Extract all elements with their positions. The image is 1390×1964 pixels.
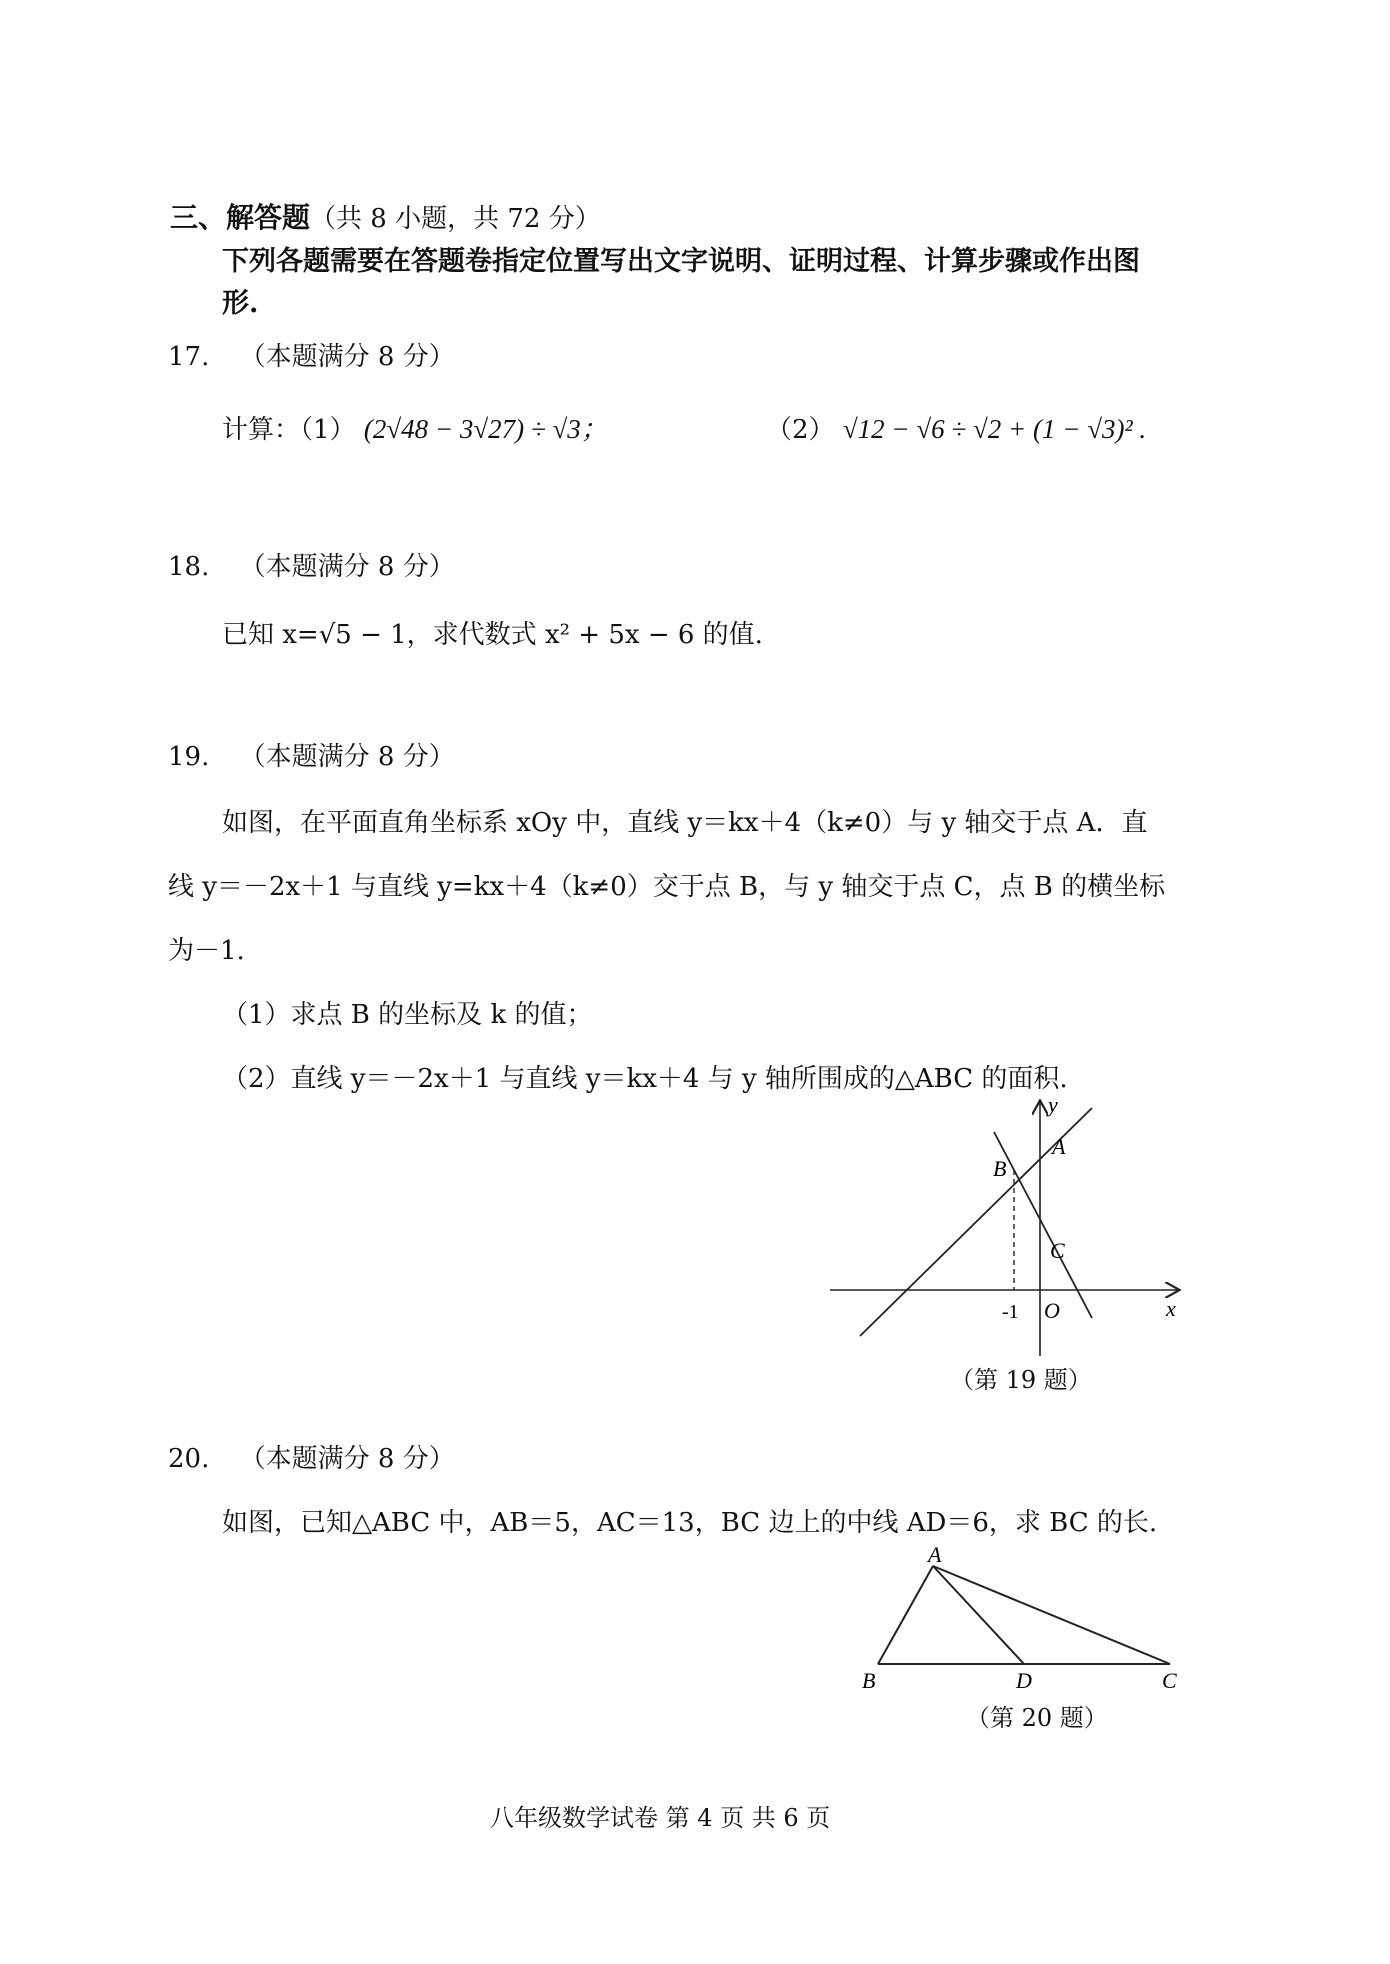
section-instruction-line1: 下列各题需要在答题卷指定位置写出文字说明、证明过程、计算步骤或作出图 [222,246,1140,277]
segment-AB [878,1566,933,1664]
q19-line3: 为－1. [168,936,245,966]
label-y: y [1048,1096,1058,1117]
label-O: O [1044,1298,1060,1323]
section-instruction-line2: 形. [222,288,259,319]
q17-prompt: 计算： [222,415,301,445]
label-C: C [1162,1668,1177,1693]
label-A: A [1052,1134,1066,1159]
q19-points: （本题满分 8 分） [239,742,455,772]
q17-part2-expr: √12 − √6 ÷ √2 + (1 − √3)² . [842,414,1147,444]
q18-text: 已知 x=√5 − 1，求代数式 x² + 5x − 6 的值. [222,620,763,650]
q17-part2 [766,416,1146,443]
q20-caption: （第 20 题） [966,1704,1108,1732]
q19-line2: 线 y＝－2x＋1 与直线 y=kx＋4（k≠0）交于点 B，与 y 轴交于点 C，点 B 的横坐标 [168,872,1166,902]
q20-points: （本题满分 8 分） [239,1444,455,1474]
q19-sub2: （2）直线 y＝－2x＋1 与直线 y＝kx＋4 与 y 轴所围成的△ABC 的面积. [222,1064,1068,1094]
q17-part1-expr: (2√48 − 3√27) ÷ √3； [363,414,608,444]
q18-points: （本题满分 8 分） [239,552,455,582]
q17-number: 17. [168,342,210,372]
label-neg1: -1 [1002,1301,1019,1323]
q20-figure [850,1546,1190,1696]
q17-points: （本题满分 8 分） [239,342,455,372]
q17-part2-label: （2） [766,415,835,445]
label-A: A [928,1546,942,1567]
q19-number: 19. [168,742,210,772]
q17-part1 [222,416,608,443]
q17-part1-label: （1） [300,415,356,445]
label-B: B [862,1668,876,1693]
q19-sub1: （1）求点 B 的坐标及 k 的值； [222,1000,593,1030]
section-heading: 三、解答题 [170,201,311,234]
page-footer: 八年级数学试卷 第 4 页 共 6 页 [490,1804,831,1832]
q18-header [168,554,455,580]
q19-header [168,744,455,770]
label-B: B [993,1156,1007,1181]
segment-AD [933,1566,1024,1664]
label-D: D [1016,1668,1032,1693]
q20-text: 如图，已知△ABC 中，AB＝5，AC＝13，BC 边上的中线 AD＝6，求 BC 的长. [222,1508,1158,1538]
q20-number: 20. [168,1444,210,1474]
q19-figure [830,1096,1190,1366]
q18-number: 18. [168,552,210,582]
segment-AC [933,1566,1170,1664]
label-x: x [1166,1296,1176,1321]
section-heading-block [170,201,601,234]
label-C: C [1050,1238,1065,1263]
q17-header [168,344,455,370]
q19-line1: 如图，在平面直角坐标系 xOy 中，直线 y＝kx＋4（k≠0）与 y 轴交于点 A．直 [222,808,1148,838]
section-heading-note: （共 8 小题，共 72 分） [310,204,601,234]
q19-caption: （第 19 题） [950,1366,1092,1394]
q20-header [168,1446,455,1472]
